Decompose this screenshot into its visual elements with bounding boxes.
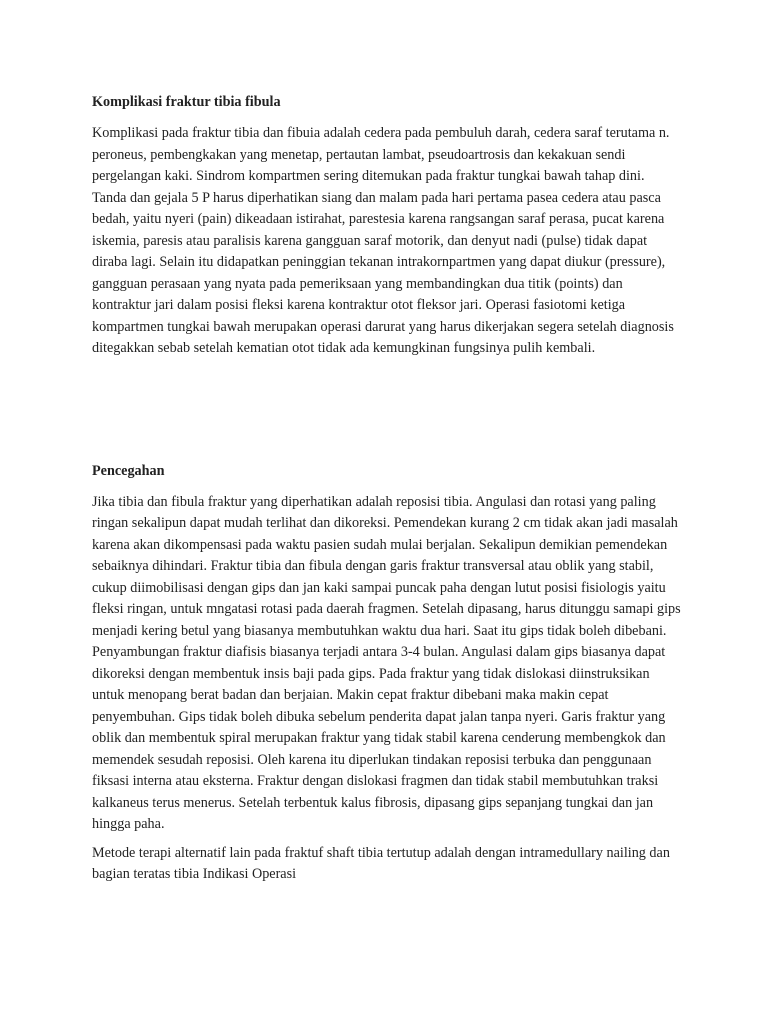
section-heading-prevention: Pencegahan xyxy=(92,462,165,479)
section-heading-complications: Komplikasi fraktur tibia fibula xyxy=(92,94,281,110)
paragraph-alternative-method: Metode terapi alternatif lain pada fraktuf shaft tibia tertutup adalah dengan intramedullary nailing dan bagian teratas tibia Indikasi Operasi xyxy=(92,844,670,882)
document-body xyxy=(92,93,682,886)
paragraph-complications: Komplikasi pada fraktur tibia dan fibuia adalah cedera pada pembuluh darah, cedera saraf terutama n. peroneus, pembengkakan yang menetap, pertautan lambat, pseudoartrosis dan kekakuan sendi pergelangan kaki. Sindrom kompartmen sering ditemukan pada fraktur tungkai bawah tahap dini. Tanda dan gejala 5 P harus diperhatikan siang dan malam pada hari pertama pasea cedera atau pasca bedah, yaitu nyeri (pain) dikeadaan istirahat, parestesia karena rangsangan saraf perasa, pucat karena iskemia, paresis atau paralisis karena gangguan saraf motorik, dan denyut nadi (pulse) tidak dapat diraba lagi. Selain itu didapatkan peninggian tekanan intrakornpartmen yang dapat diukur (pressure), gangguan perasaan yang nyata pada pemeriksaan yang membandingkan dua titik (points) dan kontraktur jari dalam posisi fleksi karena kontraktur otot fleksor jari. Operasi fasiotomi ketiga kompartmen tungkai bawah merupakan operasi darurat yang harus dikerjakan segera setelah diagnosis ditegakkan sebab setelah kematian otot tidak ada kemungkinan fungsinya pulih kembali. xyxy=(92,125,674,356)
paragraph-prevention: Jika tibia dan fibula fraktur yang diperhatikan adalah reposisi tibia. Angulasi dan rotasi yang paling ringan sekalipun dapat mudah terlihat dan dikoreksi. Pemendekan kurang 2 cm tidak akan jadi masalah karena akan dikompensasi pada waktu pasien sudah mulai berjalan. Sekalipun demikian pemendekan sebaiknya dihindari. Fraktur tibia dan fibula dengan garis fraktur transversal atau oblik yang stabil, cukup diimobilisasi dengan gips dan jan kaki sampai puncak paha dengan lutut posisi fisiologis yaitu fleksi ringan, untuk mngatasi rotasi pada daerah fragmen. Setelah dipasang, harus ditunggu samapi gips menjadi kering betul yang biasanya membutuhkan waktu dua hari. Saat itu gips tidak boleh dibebani. Penyambungan fraktur diafisis biasanya terjadi antara 3-4 bulan. Angulasi dalam gips biasanya dapat dikoreksi dengan membentuk insis baji pada gips. Pada fraktur yang tidak dislokasi diinstruksikan untuk menopang berat badan dan berjaian. Makin cepat fraktur dibebani maka makin cepat penyembuhan. Gips tidak boleh dibuka sebelum penderita dapat jalan tanpa nyeri. Garis fraktur yang oblik dan membentuk spiral merupakan fraktur yang tidak stabil karena cenderung membengkok dan memendek sesudah reposisi. Oleh karena itu diperlukan tindakan reposisi terbuka dan penggunaan fiksasi interna atau eksterna. Fraktur dengan dislokasi fragmen dan tidak stabil membutuhkan traksi kalkaneus terus menerus. Setelah terbentuk kalus fibrosis, dipasang gips sepanjang tungkai dan jan hingga paha. xyxy=(92,493,681,832)
